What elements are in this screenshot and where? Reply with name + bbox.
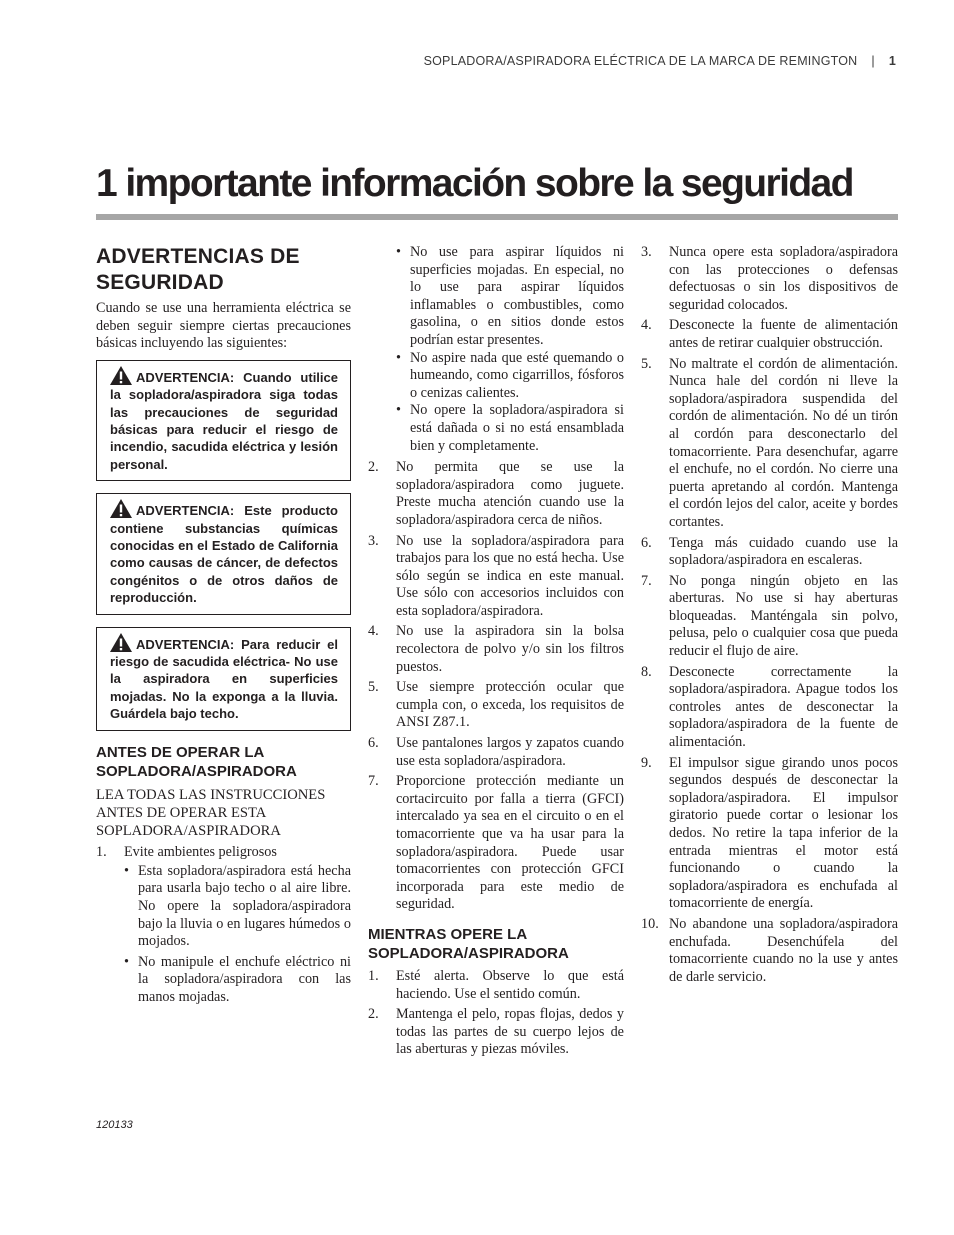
list-item: 1. Esté alerta. Observe lo que está haciendo. Use el sentido común.: [368, 967, 624, 1002]
list-item: 5. No maltrate el cordón de alimentación. Nunca hale del cordón ni lleve la sopladora/aspiradora suspendida del cordón de alimentación. No dé un tirón al cordón para desconectarlo del tomacorriente. Para desenchufar, agarre el enchufe, no el cordón. No cierre una puerta apretando al cordón. Mantenga el cordón lejos del calor, aceite y bordes cortantes.: [641, 355, 898, 530]
list-item: 6. Use pantalones largos y zapatos cuando use esta sopladora/aspiradora.: [368, 735, 624, 769]
while-operating-heading: MIENTRAS OPERE LA SOPLADORA/ASPIRADORA: [368, 925, 569, 962]
warning-text-1: ADVERTENCIA: Cuando utilice la sopladora/aspiradora siga todas las precauciones de seguridad básicas para reducir el riesgo de incendio, sacudida eléctrica y lesión personal.: [110, 369, 338, 472]
page-number: 1: [888, 54, 896, 68]
page-title: 1 importante información sobre la seguridad: [96, 162, 853, 205]
before-operating-list-continued: [368, 459, 624, 914]
header-separator: |: [871, 54, 875, 68]
list-item: 4. No use la aspiradora sin la bolsa recolectora de polvo y/o sin los filtros puestos.: [368, 623, 624, 675]
list-item: 3. Nunca opere esta sopladora/aspiradora con las protecciones o defensas defectuosas o sin los dispositivos de seguridad colocados.: [641, 244, 898, 313]
list-item: 4. Desconecte la fuente de alimentación antes de retirar cualquier obstrucción.: [641, 317, 898, 351]
intro-text: Cuando se use una herramienta eléctrica se deben seguir siempre ciertas precauciones básicas incluyendo las siguientes:: [96, 300, 351, 352]
list-item: 2. Mantenga el pelo, ropas flojas, dedos y todas las partes de su cuerpo lejos de las aberturas y piezas móviles.: [368, 1006, 624, 1058]
list-item: 6. Tenga más cuidado cuando use la sopladora/aspiradora en escaleras.: [641, 534, 898, 569]
before-operating-list: [96, 844, 351, 1006]
bullet-item: • No use para aspirar líquidos ni superficies mojadas. En especial, no lo use para aspirar líquidos inflamables o combustibles, como gasolina, o en sitios donde estos podrían estar presentes.: [396, 244, 624, 350]
safety-warnings-heading: ADVERTENCIAS DE SEGURIDAD: [96, 245, 300, 294]
list-item: 9. El impulsor sigue girando unos pocos segundos después de desconectar la sopladora/aspiradora. El impulsor giratorio puede cortar o lesionar los dedos. No retire la tapa inferior de la entrada mientras el motor está funcionando o cuando la sopladora/aspiradora es enchufada al tomacorriente de energía.: [641, 754, 898, 912]
document-number: 120133: [96, 1119, 133, 1131]
warning-box-1: [96, 360, 351, 481]
warning-text-2: ADVERTENCIA: Este producto contiene substancias químicas conocidas en el Estado de California como causas de cáncer, de defectos congénitos o de otros daños de reproducción.: [110, 503, 338, 606]
bullet-list-continued: [396, 244, 624, 455]
warning-text-3: ADVERTENCIA: Para reducir el riesgo de sacudida eléctrica- No use la aspiradora en superficies mojadas. No la exponga a la lluvia. Guárdela bajo techo.: [110, 636, 338, 722]
sub-bullet-list: [124, 863, 351, 1007]
title-rule: [96, 214, 898, 220]
column-3: [641, 244, 898, 989]
while-operating-list: [368, 968, 624, 1059]
column-2: [368, 244, 624, 1062]
column-1: [96, 244, 351, 1010]
warning-box-3: [96, 627, 351, 731]
list-item: 7. Proporcione protección mediante un cortacircuito por falla a tierra (GFCI) intercalado ya sea en el circuito o en el tomacorriente que va ha usar para la sopladora/aspiradora. Puede usar tomacorrientes con protección GFCI incorporada para este medio de seguridad.: [368, 773, 624, 913]
list-item: 3. No use la sopladora/aspiradora para trabajos para los que no está hecha. Use sólo según se indica en este manual. Use sólo con accesorios incluidos con esta sopladora/aspiradora.: [368, 532, 624, 619]
warning-box-2: [96, 493, 351, 614]
list-item: 2. No permita que se use la sopladora/aspiradora como juguete. Preste mucha atención cuando use la sopladora/aspiradora cerca de niños.: [368, 459, 624, 528]
warning-triangle-icon: [110, 366, 132, 385]
before-operating-heading: ANTES DE OPERAR LA SOPLADORA/ASPIRADORA: [96, 743, 297, 780]
list-item: 7. No ponga ningún objeto en las aberturas. No use si hay aberturas bloqueadas. Manténgala sin polvo, pelusa, pelo o cualquier cosa que pueda reducir el flujo de aire.: [641, 572, 898, 660]
list-item: 1. Evite ambientes peligrosos • Esta sopladora/aspiradora está hecha para usarla bajo techo o al aire libre. No opere la sopladora/aspiradora bajo la lluvia o en lugares húmedos o mojados. • No manipule el enchufe eléctrico ni la sopladora/aspiradora con las manos mojadas.: [96, 844, 351, 1006]
warning-triangle-icon: [110, 633, 132, 652]
running-title: SOPLADORA/ASPIRADORA ELÉCTRICA DE LA MARCA DE REMINGTON: [423, 54, 858, 68]
bullet-item: • No manipule el enchufe eléctrico ni la sopladora/aspiradora con las manos mojadas.: [124, 954, 351, 1007]
while-operating-list-continued: [641, 244, 898, 986]
warning-triangle-icon: [110, 499, 132, 518]
running-header: [424, 54, 896, 68]
read-instructions-text: LEA TODAS LAS INSTRUCCIONES ANTES DE OPERAR ESTA SOPLADORA/ASPIRADORA: [96, 786, 326, 840]
bullet-item: • Esta sopladora/aspiradora está hecha para usarla bajo techo o al aire libre. No opere la sopladora/aspiradora bajo la lluvia o en lugares húmedos o mojados.: [124, 863, 351, 951]
list-item: 8. Desconecte correctamente la sopladora/aspiradora. Apague todos los controles antes de desconectar la sopladora/aspiradora de la fuente de alimentación.: [641, 663, 898, 751]
bullet-item: • No aspire nada que esté quemando o humeando, como cigarrillos, fósforos o cenizas calientes.: [396, 350, 624, 403]
list-item: 10. No abandone una sopladora/aspiradora enchufada. Desenchúfela del tomacorriente cuando no la use y antes de darle servicio.: [641, 915, 898, 985]
bullet-item: • No opere la sopladora/aspiradora si está dañada o si no está ensamblada bien y completamente.: [396, 402, 624, 455]
list-item: 5. Use siempre protección ocular que cumpla con, o exceda, los requisitos de ANSI Z87.1.: [368, 679, 624, 731]
